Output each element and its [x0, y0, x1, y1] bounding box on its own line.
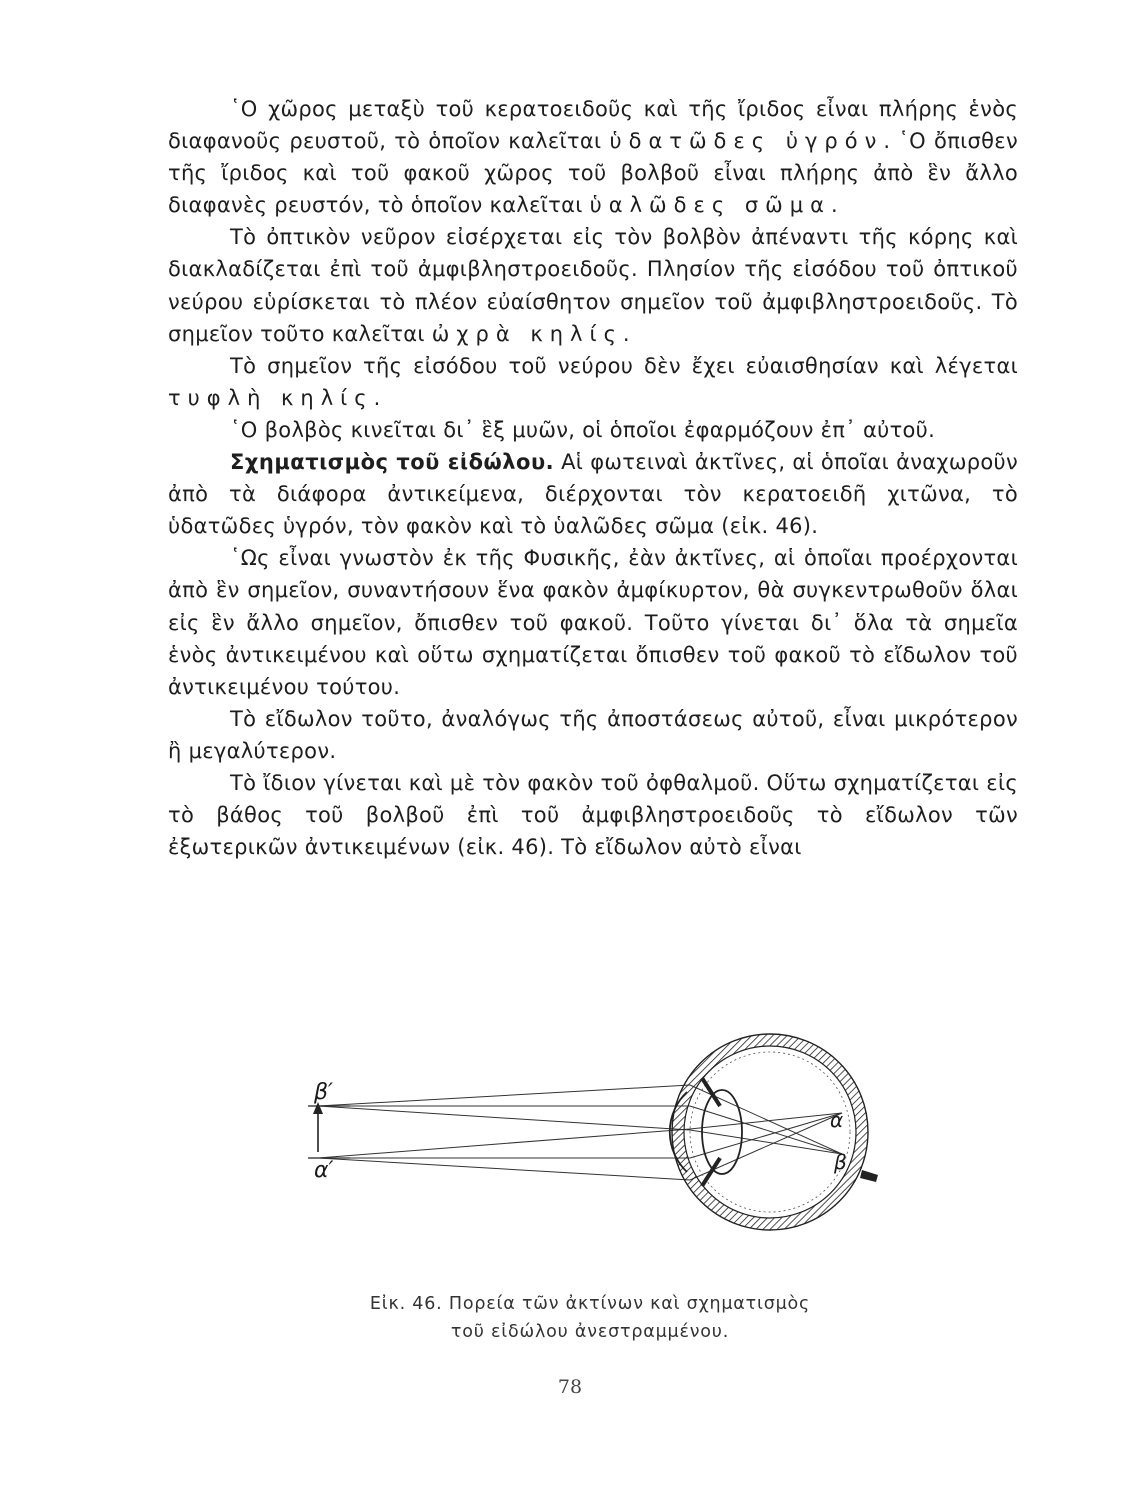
optic-nerve: [860, 1170, 878, 1182]
label-image-bottom: β: [834, 1150, 847, 1174]
paragraph-text: ῾Ο χῶρος μεταξὺ τοῦ κερατοειδοῦς καὶ τῆς ἴριδος εἶναι πλήρης ἑνὸς διαφανοῦς ρευστοῦ, τὸ ὁποῖον καλεῖται: [168, 97, 1018, 154]
section-heading: Σχηματισμὸς τοῦ εἰδώλου.: [230, 450, 555, 475]
paragraph-eye-lens: Τὸ ἴδιον γίνεται καὶ μὲ τὸν φακὸν τοῦ ὀφθαλμοῦ. Οὕτω σχηματίζεται εἰς τὸ βάθος τοῦ βολβοῦ ἐπὶ τοῦ ἀμφιβληστροειδοῦς τὸ εἴδωλον τῶν ἐξωτερικῶν ἀντικειμένων (εἰκ. 46). Τὸ εἴδωλον αὐτὸ εἶναι: [168, 770, 1018, 860]
paragraph-text: Τὸ ὀπτικὸν νεῦρον εἰσέρχεται εἰς τὸν βολβὸν ἀπέναντι τῆς κόρης καὶ διακλαδίζεται ἐπὶ τοῦ ἀμφιβληστροειδοῦς. Πλησίον τῆς εἰσόδου τοῦ ὀπτικοῦ νεύρου εὑρίσκεται τὸ πλέον εὐαίσθητον σημεῖον τοῦ ἀμφιβληστροειδοῦς. Τὸ σημεῖον τοῦτο καλεῖται: [168, 225, 1018, 346]
paragraph-eye-muscles: ῾Ο βολβὸς κινεῖται δι᾿ ἓξ μυῶν, οἱ ὁποῖοι ἐφαρμόζουν ἐπ᾿ αὐτοῦ.: [230, 417, 936, 442]
eye-inner-edge: [684, 1046, 856, 1218]
paragraph-image-size: Τὸ εἴδωλον τοῦτο, ἀναλόγως τῆς ἀποστάσεως αὐτοῦ, εἶναι μικρότερον ἢ μεγαλύτερον.: [168, 706, 1018, 763]
light-rays: [318, 1085, 842, 1180]
paragraph-physics-lens: ῾Ως εἶναι γνωστὸν ἐκ τῆς Φυσικῆς, ἐὰν ἀκτῖνες, αἱ ὁποῖαι προέρχονται ἀπὸ ἓν σημεῖον, συναντήσουν ἕνα φακὸν ἀμφίκυρτον, θὰ συγκεντρωθοῦν ὅλαι εἰς ἓν ἄλλο σημεῖον, ὄπισθεν τοῦ φακοῦ. Τοῦτο γίνεται δι᾿ ὅλα τὰ σημεῖα ἑνὸς ἀντικειμένου καὶ οὕτω σχηματίζεται ὄπισθεν τοῦ φακοῦ τὸ εἴδωλον τοῦ ἀντικειμένου τούτου.: [168, 546, 1018, 699]
eye-ray-diagram: [290, 1030, 890, 1270]
paragraph-text: .: [373, 385, 381, 410]
eye-retina: [690, 1052, 850, 1212]
paragraph-text: .: [622, 321, 630, 346]
label-object-top: β′: [314, 1080, 334, 1105]
paragraph-text: Αἱ φωτειναὶ ἀκτῖνες, αἱ ὁποῖαι ἀναχωροῦν ἀπὸ τὰ διάφορα ἀντικείμενα, διέρχονται τὸν κερατοειδῆ χιτῶνα, τὸ ὑδατῶδες ὑγρόν, τὸν φακὸν καὶ τὸ ὑαλῶδες σῶμα (εἰκ. 46).: [168, 450, 1018, 539]
paragraph-text: .: [830, 193, 838, 218]
caption-line-2: τοῦ εἰδώλου ἀνεστραμμένου.: [450, 1322, 730, 1342]
spaced-term-vitreous-body: ὑαλῶδες σῶμα: [589, 193, 831, 218]
eye-lens: [702, 1090, 742, 1174]
page-number: 78: [557, 1376, 583, 1398]
paragraph-text: . ῾Ο ὄπισθεν τῆς ἴριδος καὶ τοῦ φακοῦ χῶρος τοῦ βολβοῦ εἶναι πλήρης ἀπὸ ἓν ἄλλο διαφανὲς ρευστόν, τὸ ὁποῖον καλεῖται: [168, 129, 1018, 218]
paragraph-image-formation: [168, 446, 1018, 542]
eye-ray-diagram-svg: [290, 1030, 890, 1270]
paragraph-blind-spot: [168, 350, 1018, 414]
spaced-term-blind-spot: τυφλὴ κηλίς: [168, 385, 374, 410]
paragraph-aqueous-vitreous: [168, 93, 1018, 221]
spaced-term-macula: ὠχρὰ κηλίς: [431, 321, 623, 346]
spaced-term-aqueous-humor: ὑδατῶδες ὑγρόν: [609, 129, 884, 154]
paragraph-text: Τὸ σημεῖον τῆς εἰσόδου τοῦ νεύρου δὲν ἔχει εὐαισθησίαν καὶ λέγεται: [230, 353, 1018, 378]
paragraph-optic-nerve: [168, 221, 1018, 349]
body-text: [168, 93, 1018, 863]
caption-line-1: Εἰκ. 46. Πορεία τῶν ἀκτίνων καὶ σχηματισμὸς: [369, 1294, 811, 1314]
label-image-top: α: [830, 1108, 844, 1132]
figure-caption: [300, 1290, 880, 1346]
label-object-bottom: α′: [314, 1158, 334, 1183]
